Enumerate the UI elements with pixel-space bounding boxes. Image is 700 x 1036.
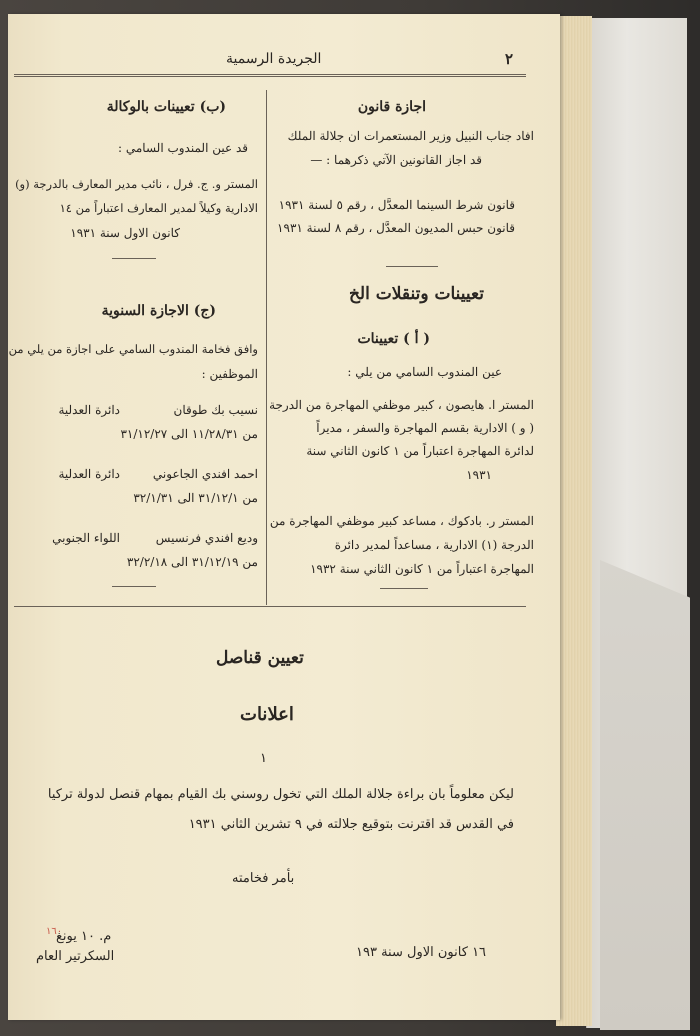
c-intro-line-1: وافق فخامة المندوب السامي على اجازة من يلي من bbox=[8, 342, 258, 356]
notice-line-1: ليكن معلوماً بان براءة جلالة الملك التي تخول روسني بك القيام بمهام قنصل لدولة تركيا bbox=[47, 787, 514, 802]
leave-dept-1: دائرة العدلية bbox=[58, 403, 120, 417]
bottom-section-rule bbox=[14, 606, 526, 607]
leave-dates-3: من ٣١/١٢/١٩ الى ٣٢/٢/١٨ bbox=[126, 555, 258, 569]
section-rule bbox=[112, 258, 156, 259]
law-intro-line-2: قد اجاز القانونين الآتي ذكرهما : — bbox=[310, 153, 482, 167]
margin-pencil-mark: ١٦٠ bbox=[46, 926, 63, 937]
leave-dept-3: اللواء الجنوبي bbox=[52, 531, 120, 545]
consuls-title: تعيين قناصل bbox=[216, 648, 304, 668]
gazette-page bbox=[8, 14, 560, 1020]
page-header-title: الجريدة الرسمية bbox=[226, 51, 322, 67]
b-line-2: الادارية وكيلاً لمدير المعارف اعتباراً من ١٤ bbox=[59, 201, 258, 215]
signer-name: م. ١٠ يونغ bbox=[56, 929, 112, 944]
entry-2-line-3: المهاجرة اعتباراً من ١ كانون الثاني سنة ١٩٣٢ bbox=[310, 562, 534, 576]
leave-name-2: احمد افندي الجاعوني bbox=[152, 467, 258, 481]
leave-dept-2: دائرة العدلية bbox=[58, 467, 120, 481]
entry-1-line-1: المستر ا. هايصون ، كبير موظفي المهاجرة من الدرجة bbox=[269, 398, 534, 412]
notice-date: ١٦ كانون الاول سنة ١٩٣ bbox=[356, 945, 487, 960]
entry-1-line-4: ١٩٣١ bbox=[466, 468, 492, 482]
notice-number: ١ bbox=[260, 751, 267, 766]
c-intro-line-2: الموظفين : bbox=[201, 367, 258, 381]
leave-name-3: وديع افندي فرنسيس bbox=[155, 531, 258, 545]
law-item-1: قانون شرط السينما المعدَّل ، رقم ٥ لسنة ١٩٣١ bbox=[278, 198, 515, 212]
header-rule bbox=[14, 74, 526, 75]
b-line-1: المستر و. ج. فرل ، نائب مدير المعارف بالدرجة (و) bbox=[15, 177, 258, 191]
leave-dates-1: من ١١/٢٨/٣١ الى ٣١/١٢/٢٧ bbox=[120, 427, 258, 441]
subsection-a-title: ( أ ) تعيينات bbox=[357, 331, 430, 347]
law-intro-line-1: افاد جناب النبيل وزير المستعمرات ان جلالة الملك bbox=[287, 129, 534, 143]
b-intro: قد عين المندوب السامي : bbox=[118, 141, 248, 155]
entry-1-line-3: لدائرة المهاجرة اعتباراً من ١ كانون الثاني سنة bbox=[306, 444, 534, 458]
leave-dates-2: من ٣١/١٢/١ الى ٣٢/١/٣١ bbox=[133, 491, 258, 505]
subsection-b-title: (ب) تعيينات بالوكالة bbox=[106, 99, 226, 115]
section-rule bbox=[380, 588, 428, 589]
law-heading: اجازة قانون bbox=[357, 99, 426, 115]
section-rule bbox=[386, 266, 438, 267]
notices-title: اعلانات bbox=[240, 704, 294, 725]
entry-2-line-1: المستر ر. بادكوك ، مساعد كبير موظفي المهاجرة من bbox=[269, 514, 534, 528]
b-line-3: كانون الاول سنة ١٩٣١ bbox=[70, 226, 180, 240]
appointed-by: عين المندوب السامي من يلي : bbox=[347, 365, 502, 379]
entry-1-line-2: ( و ) الادارية بقسم المهاجرة والسفر ، مديراً bbox=[316, 421, 534, 435]
signer-title: السكرتير العام bbox=[36, 949, 115, 964]
law-item-2: قانون حبس المديون المعدَّل ، رقم ٨ لسنة ١٩٣١ bbox=[277, 221, 515, 235]
subsection-c-title: (ج) الاجازة السنوية bbox=[101, 303, 216, 319]
page-number: ٢ bbox=[505, 50, 514, 68]
notice-line-2: في القدس قد اقترنت بتوقيع جلالته في ٩ تشرين الثاني ١٩٣١ bbox=[188, 817, 514, 832]
column-divider bbox=[266, 90, 267, 605]
leave-name-1: نسيب بك طوقان bbox=[173, 403, 258, 417]
appointments-title: تعيينات وتنقلات الخ bbox=[348, 284, 484, 304]
section-rule bbox=[112, 586, 156, 587]
entry-2-line-2: الدرجة (١) الادارية ، مساعداً لمدير دائرة bbox=[334, 538, 534, 552]
page-edges bbox=[556, 16, 592, 1026]
header-rule-2 bbox=[14, 76, 526, 77]
by-order: بأمر فخامته bbox=[232, 871, 295, 886]
paper-fold bbox=[600, 560, 690, 1030]
